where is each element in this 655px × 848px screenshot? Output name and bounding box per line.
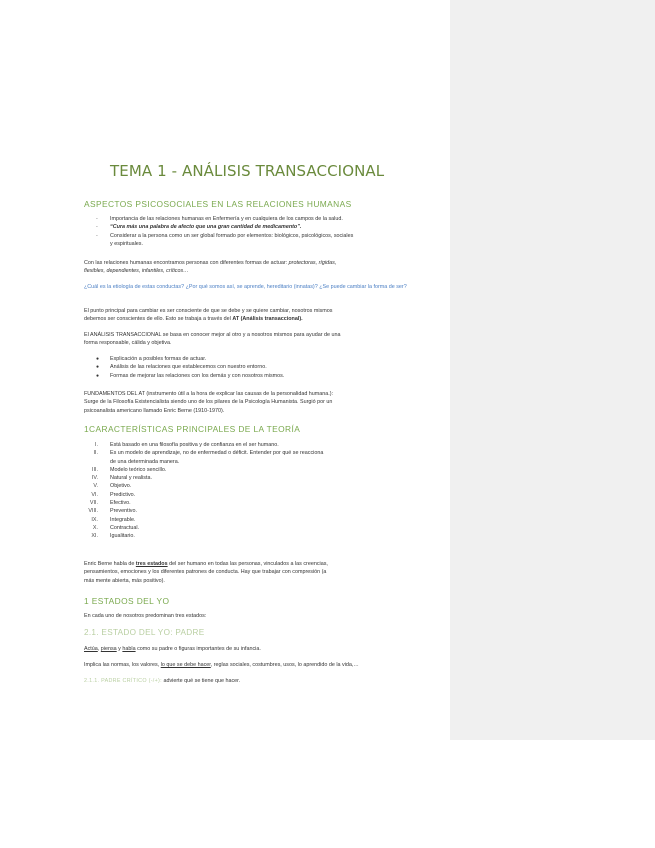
subheading-padre: 2.1. ESTADO DEL YO: PADRE xyxy=(84,628,205,637)
paragraph-actua: Actúa, piensa y habla como su padre o figuras importantes de su infancia. xyxy=(84,646,261,652)
list-item: II. Es un modelo de aprendizaje, no de enfermedad o déficit. Entender por qué se reacciona xyxy=(93,450,324,457)
list-item: IV. Natural y realista. xyxy=(91,475,152,482)
paragraph-tres-estados: Enric Berne habla de tres estados del ser humano en todas las personas, vinculados a las creencias, pensamientos, emociones y los diferentes patrones de conducta. Hay que trabajar con compresión (a más mente abierta, más positivo). xyxy=(84,561,328,584)
list-item: V. Objetivo. xyxy=(93,483,132,490)
list-item: III. Modelo teórico sencillo. xyxy=(92,466,167,473)
paragraph-normas: Implica las normas, los valores, lo que se debe hacer, reglas sociales, costumbres, usos, lo aprendido de la vida,… xyxy=(84,662,359,668)
question-paragraph: ¿Cuál es la etiología de estas conductas? ¿Por qué somos así, se aprende, hereditario (innatas)? ¿Se puede cambiar la forma de ser? xyxy=(84,284,407,290)
list-item: IX. Integrable. xyxy=(91,516,136,523)
list-item: y espirituales. xyxy=(110,240,143,247)
comment-pane xyxy=(450,0,655,740)
paragraph-predominan: En cada uno de nosotros predominan tres estados: xyxy=(84,613,207,619)
list-item: ● Explicación a posibles formas de actuar. xyxy=(96,356,207,362)
paragraph-padre-critico: 2.1.1. PADRE CRÍTICO (-/+): advierte qué se tiene que hacer. xyxy=(84,678,241,684)
list-item: - Considerar a la persona como un ser global formado por elementos: biológicos, psicológicos, sociales xyxy=(96,232,354,239)
section-heading-caracteristicas: 1CARACTERÍSTICAS PRINCIPALES DE LA TEORÍA xyxy=(84,424,301,434)
list-item: ● Formas de mejorar las relaciones con los demás y con nosotros mismos. xyxy=(96,372,285,379)
section-heading-aspectos: ASPECTOS PSICOSOCIALES EN LAS RELACIONES HUMANAS xyxy=(84,199,352,209)
paragraph-relaciones: Con las relaciones humanas encontramos personas con diferentes formas de actuar: protectoras, rígidas, flexibles, dependientes, infantiles, críticos… xyxy=(84,260,337,275)
roman-list xyxy=(84,441,446,541)
list-item: ● Análisis de las relaciones que establecemos con nuestro entorno. xyxy=(96,364,267,371)
document-title: TEMA 1 - ANÁLISIS TRANSACCIONAL xyxy=(110,162,385,180)
bullet-list xyxy=(84,355,446,380)
list-item: XI. Igualitario. xyxy=(91,533,135,540)
list-item: I. Está basado en una filosofía positiva y de confianza en el ser humano. xyxy=(95,442,279,448)
list-item: de una determinada manera. xyxy=(110,458,180,465)
dash-list xyxy=(84,215,446,248)
list-item: VII. Efectivo. xyxy=(89,500,131,507)
list-item: - “Cura más una palabra de afecto que una gran cantidad de medicamento”. xyxy=(96,224,302,231)
paragraph-cambiar: El punto principal para cambiar es ser consciente de que se debe y se quiere cambiar, nosotros mismos debemos ser conscientes de ello. Esto se trabaja a través del AT (Análisis transaccional). xyxy=(84,308,333,323)
section-heading-estados: 1 ESTADOS DEL YO xyxy=(84,596,170,606)
list-item: - Importancia de las relaciones humanas en Enfermería y en cualquiera de los campos de la salud. xyxy=(96,216,343,222)
list-item: VI. Predictivo. xyxy=(91,491,136,498)
list-item: X. Contractual. xyxy=(92,524,140,531)
paragraph-fundamentos: FUNDAMENTOS DEL AT (instrumento útil a la hora de explicar las causas de la personalidad humana.): Surge de la Filosofía Existencialista siendo uno de los pilares de la Psicología Humanista. Surgió por un psicoanalista americano llamado Enric Berne (1910-1970). xyxy=(84,391,334,414)
paragraph-analisis: El ANÁLISIS TRANSACCIONAL se basa en conocer mejor al otro y a nosotros mismos para ayudar de una forma responsable, cálida y objetiva. xyxy=(84,332,341,347)
list-item: VIII. Preventivo. xyxy=(88,508,137,515)
